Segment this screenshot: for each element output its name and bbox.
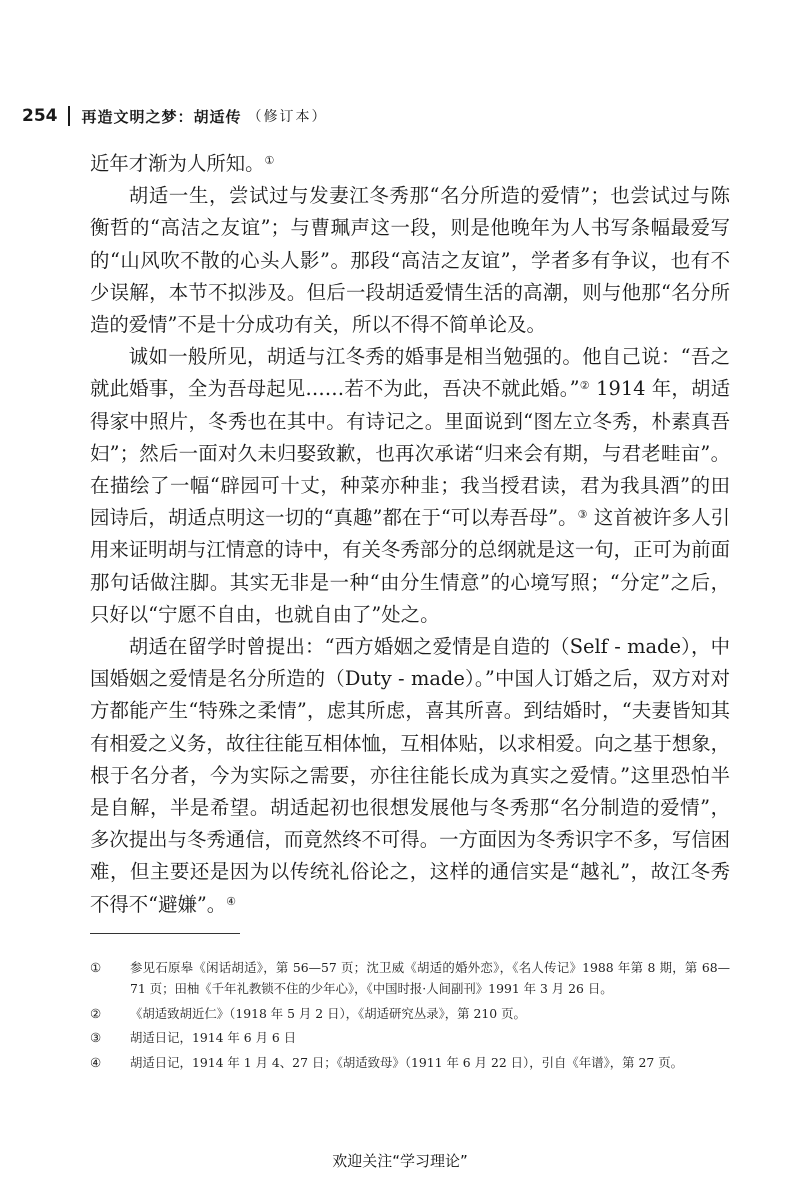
footnotes (90, 958, 730, 1078)
footnote-item (90, 1004, 730, 1025)
footnote-item (90, 958, 730, 1000)
paragraph-1-text: 近年才渐为人所知。 (90, 152, 265, 175)
paragraph-2: 胡适一生，尝试过与发妻江冬秀那“名分所造的爱情”；也尝试过与陈衡哲的“高洁之友谊”；与曹珮声这一段，则是他晚年为人书写条幅最爱写的“山风吹不散的心头人影”。那段“高洁之友谊”，学者多有争议，也有不少误解，本节不拟涉及。但后一段胡适爱情生活的高潮，则与他那“名分所造的爱情”不是十分成功有关，所以不得不简单论及。 (90, 184, 730, 337)
footnote-item (90, 1028, 730, 1049)
paragraph-3-text-c: 这首被许多人引用来证明胡与江情意的诗中，有关冬秀部分的总纲就是这一句，正可为前面那句话做注脚。其实无非是一种“由分生情意”的心境写照；“分定”之后，只好以“宁愿不自由，也就自由了”处之。 (90, 506, 730, 626)
footnote-mark: ② (90, 1005, 102, 1021)
paragraph-3-text-b: 1914 年，胡适得家中照片，冬秀也在其中。有诗记之。里面说到“图左立冬秀，朴素真吾妇”；然后一面对久未归娶致歉，也再次承诺“归来会有期，与君老畦亩”。在描绘了一幅“辟园可十丈，种菜亦种韭；我当授君读，君为我具酒”的田园诗后，胡适点明这一切的“真趣”都在于“可以寿吾母”。 (90, 377, 730, 530)
footnote-text: 《胡适致胡近仁》（1918 年 5 月 2 日），《胡适研究丛录》，第 210 页。 (130, 1005, 526, 1021)
book-edition: （修订本） (247, 109, 328, 125)
header-divider (68, 106, 70, 126)
paragraph-3 (90, 341, 730, 631)
paragraph-1 (90, 148, 730, 180)
footnote-text: 胡适日记，1914 年 6 月 6 日 (130, 1030, 297, 1046)
footnote-mark: ④ (90, 1055, 102, 1071)
footnote-text: 胡适日记，1914 年 1 月 4、27 日；《胡适致母》（1911 年 6 月 22 日），引自《年谱》，第 27 页。 (130, 1055, 683, 1071)
book-title: 再造文明之梦：胡适传 (81, 107, 242, 126)
footnote-divider (90, 933, 240, 934)
footnote-mark: ③ (90, 1030, 102, 1046)
footnote-ref-4: ④ (226, 894, 237, 908)
footnote-ref-3: ③ (577, 508, 588, 522)
bottom-watermark: 欢迎关注“学习理论” (332, 1152, 468, 1170)
footnote-item (90, 1053, 730, 1074)
body-text (90, 148, 730, 921)
paragraph-3-text-a: 诚如一般所见，胡适与江冬秀的婚事是相当勉强的。他自己说：“吾之就此婚事，全为吾母起见……若不为此，吾决不就此婚。” (90, 345, 730, 401)
footnote-ref-1: ① (264, 154, 275, 167)
footnote-ref-2: ② (579, 379, 590, 393)
footnote-mark: ① (90, 960, 102, 975)
running-header (22, 102, 760, 130)
page-number: 254 (22, 106, 58, 126)
paragraph-4-text: 胡适在留学时曾提出：“西方婚姻之爱情是自造的（Self - made），中国婚姻之爱情是名分所造的（Duty - made）。”中国人订婚之后，双方对对方都能产生“特殊之柔情”，虑其所虑，喜其所喜。到结婚时，“夫妻皆知其有相爱之义务，故往往能互相体恤，互相体贴，以求相爱。向之基于想象，根于名分者，今为实际之需要，亦往往能长成为真实之爱情。”这里恐怕半是自解，半是希望。胡适起初也很想发展他与冬秀那“名分制造的爱情”，多次提出与冬秀通信，而竟然终不可得。一方面因为冬秀识字不多，写信困难，但主要还是因为以传统礼俗论之，这样的通信实是“越礼”，故江冬秀不得不“避嫌”。 (90, 635, 730, 916)
footnote-text: 参见石原皋《闲话胡适》，第 56—57 页；沈卫威《胡适的婚外恋》，《名人传记》1988 年第 8 期，第 68—71 页；田柚《千年礼教锁不住的少年心》，《中国时报·人间副刊》1991 年 3 月 26 日。 (130, 960, 730, 996)
paragraph-4 (90, 631, 730, 921)
